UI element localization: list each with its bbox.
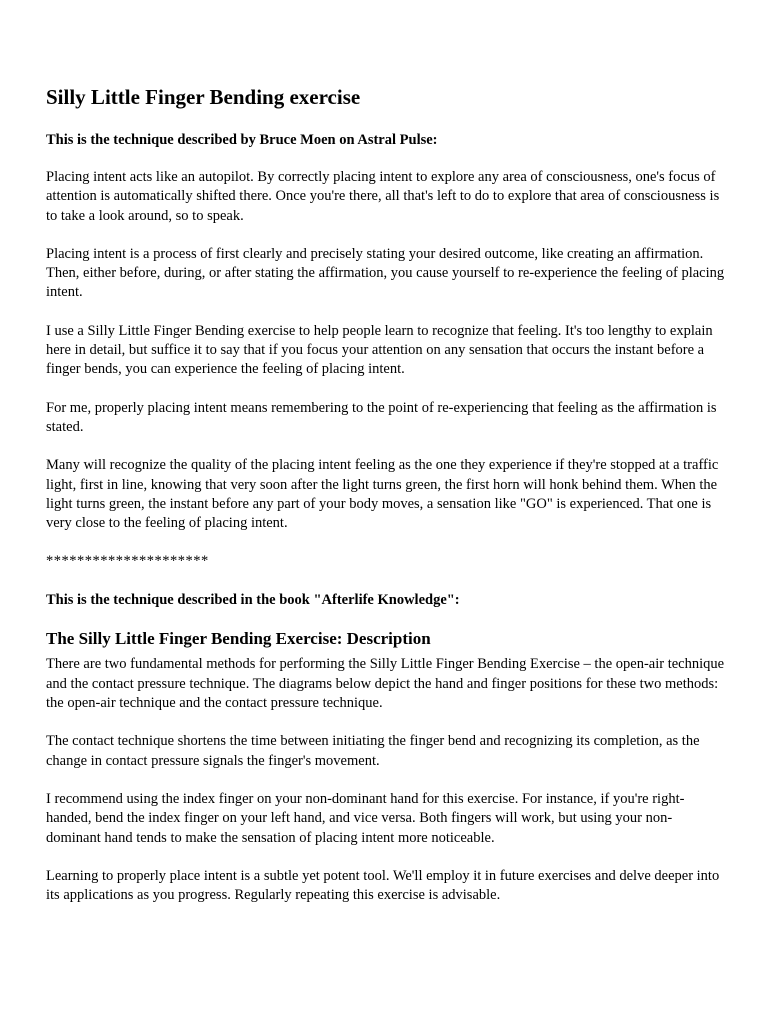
book-paragraph-1: There are two fundamental methods for performing the Silly Little Finger Bending Exercise – the open-air technique and the contact pressure technique. The diagrams below depict the hand and finger positions for these two methods: the open-air technique and the contact pressure technique. <box>46 656 725 712</box>
book-paragraph-4: Learning to properly place intent is a subtle yet potent tool. We'll employ it in future exercises and delve deeper into its applications as you progress. Regularly repeating this exercise is advisable. <box>46 867 720 904</box>
document-page <box>46 84 726 924</box>
intro-paragraph-5: Many will recognize the quality of the placing intent feeling as the one they experience if they're stopped at a traffic light, first in line, knowing that very soon after the light turns green, the first horn will honk behind them. When the light turns green, the instant before any part of your body moves, a sensation like "GO" is experienced. That one is very close to the feeling of placing intent. <box>46 457 719 532</box>
separator: ********************* <box>46 553 209 570</box>
intro-heading: This is the technique described by Bruce Moen on Astral Pulse: <box>46 132 438 148</box>
intro-paragraph-4: For me, properly placing intent means remembering to the point of re-experiencing that feeling as the affirmation is stated. <box>46 399 717 435</box>
intro-paragraph-3: I use a Silly Little Finger Bending exercise to help people learn to recognize that feeling. It's too lengthy to explain here in detail, but suffice it to say that if you focus your attention on any sensation that occurs the instant before a finger bends, you can experience the feeling of placing intent. <box>46 322 713 378</box>
document-title: Silly Little Finger Bending exercise <box>46 85 361 109</box>
intro-paragraph-2: Placing intent is a process of first clearly and precisely stating your desired outcome, like creating an affirmation. Then, either before, during, or after stating the affirmation, you cause yourself to re-experience the feeling of placing intent. <box>46 245 725 301</box>
book-paragraph-3: I recommend using the index finger on your non-dominant hand for this exercise. For instance, if you're right-handed, bend the index finger on your left hand, and vice versa. Both fingers will work, but using your non-dominant hand tends to make the sensation of placing intent more noticeable. <box>46 790 685 846</box>
book-heading: This is the technique described in the book "Afterlife Knowledge": <box>46 592 460 609</box>
intro-paragraph-1: Placing intent acts like an autopilot. By correctly placing intent to explore any area of consciousness, one's focus of attention is automatically shifted there. Once you're there, all that's left to do to explore that area of consciousness is to take a look around, so to speak. <box>46 169 720 224</box>
book-paragraph-2: The contact technique shortens the time between initiating the finger bend and recognizing its completion, as the change in contact pressure signals the finger's movement. <box>46 733 700 769</box>
section-title: The Silly Little Finger Bending Exercise: Description <box>46 629 431 649</box>
